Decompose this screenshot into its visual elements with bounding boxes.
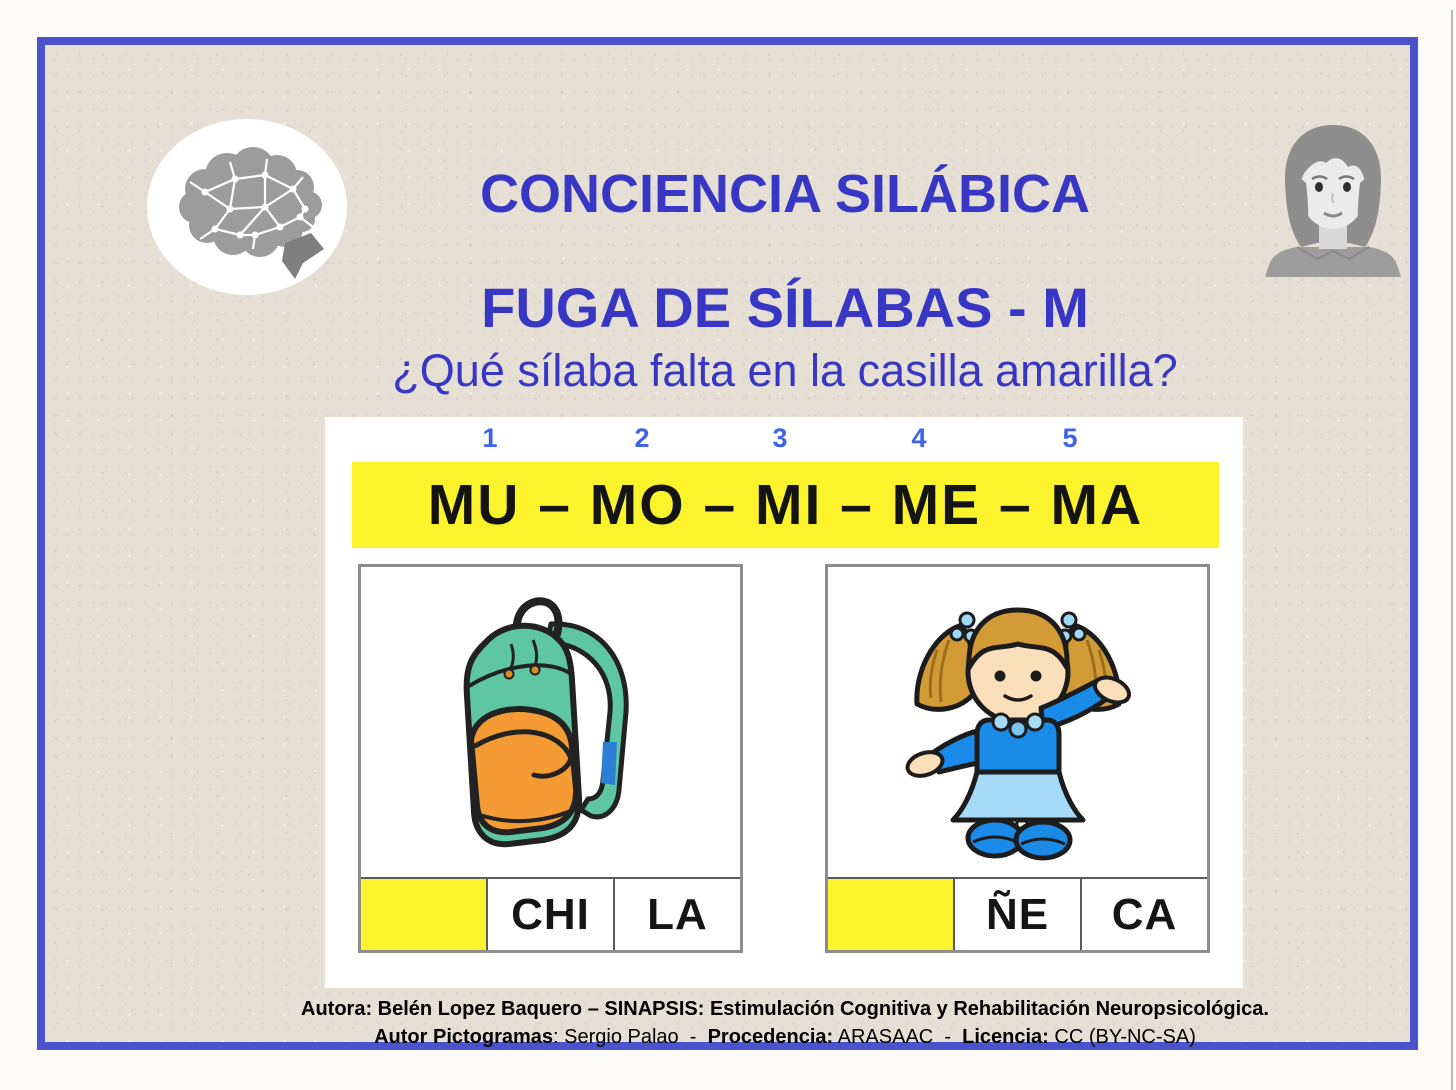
credits-value: CC (BY-NC-SA) — [1048, 1026, 1196, 1048]
exercise-card-muneca — [825, 564, 1210, 953]
missing-syllable-cell — [828, 879, 953, 950]
syllable-cell: ÑE — [953, 879, 1080, 950]
backpack-pictogram — [431, 580, 671, 865]
activity-title: FUGA DE SÍLABAS - M — [481, 276, 1089, 339]
position-number-1: 1 — [482, 423, 498, 453]
position-number-5: 5 — [1062, 423, 1078, 453]
credits-label: Licencia: — [962, 1026, 1049, 1048]
position-number-2: 2 — [634, 423, 650, 453]
syllable-cell: CHI — [486, 879, 613, 950]
instruction-question: ¿Qué sílaba falta en la casilla amarilla? — [392, 345, 1178, 396]
syllable-bank-text: MU – MO – MI – ME – MA — [427, 473, 1144, 537]
credits-value: ARASAAC - — [833, 1026, 963, 1048]
worksheet-slide — [37, 37, 1418, 1050]
missing-syllable-cell — [361, 879, 486, 950]
screen-edge-line — [1451, 10, 1453, 1090]
credits-label: Procedencia: — [707, 1026, 834, 1048]
page-title: CONCIENCIA SILÁBICA — [479, 164, 1090, 224]
pictogram-area — [828, 567, 1207, 877]
pictogram-area — [361, 567, 740, 877]
exercise-card-mochila — [358, 564, 743, 953]
credits-value: : Sergio Palao - — [553, 1026, 708, 1048]
syllable-row — [828, 877, 1207, 950]
worksheet-panel — [325, 417, 1243, 988]
position-number-4: 4 — [911, 423, 927, 453]
doll-pictogram — [893, 580, 1143, 865]
syllable-bank — [352, 462, 1219, 548]
syllable-cell: LA — [613, 879, 740, 950]
syllable-cell: CA — [1080, 879, 1207, 950]
credits-footer — [290, 995, 1280, 1051]
position-number-3: 3 — [772, 423, 788, 453]
syllable-row — [361, 877, 740, 950]
credits-line-1: Autora: Belén Lopez Baquero – SINAPSIS: Estimulación Cognitiva y Rehabilitación Neuropsicológica. — [301, 998, 1269, 1020]
credits-line-2 — [290, 1023, 1280, 1051]
credits-label: Autor Pictogramas — [374, 1026, 554, 1048]
